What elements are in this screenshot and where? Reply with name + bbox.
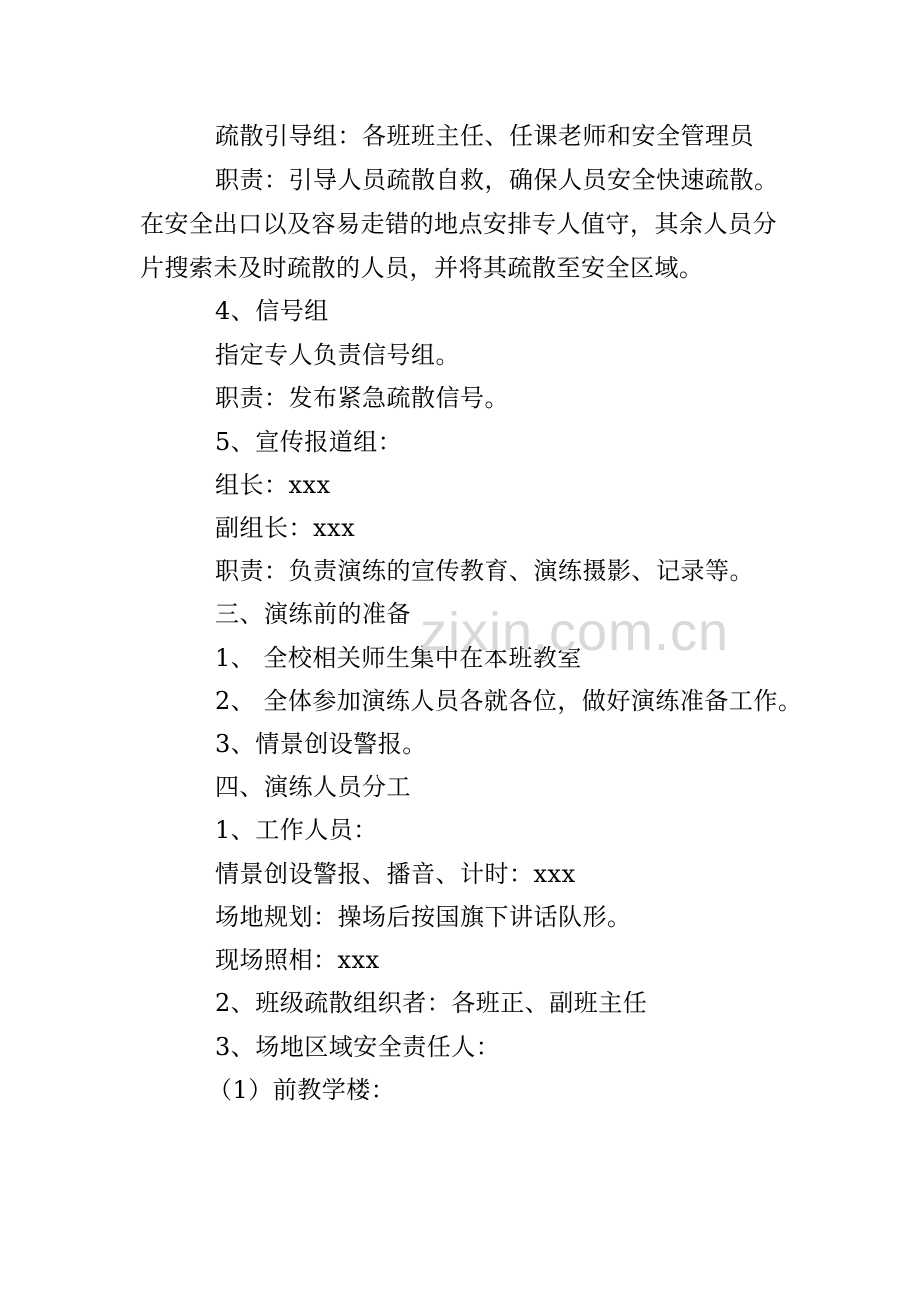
text-line: 四、演练人员分工 <box>215 773 411 801</box>
text-line: 1、 全校相关师生集中在本班教室 <box>215 644 582 672</box>
text-line: 5、宣传报道组： <box>215 428 403 456</box>
text-line: 情景创设警报、播音、计时：xxx <box>215 860 576 888</box>
text-line: 场地规划：操场后按国旗下讲话队形。 <box>215 903 632 931</box>
text-line: 三、演练前的准备 <box>215 600 411 628</box>
text-line: 片搜索未及时疏散的人员，并将其疏散至安全区域。 <box>140 254 704 282</box>
text-line: 2、班级疏散组织者：各班正、副班主任 <box>215 989 648 1017</box>
text-line: 组长：xxx <box>215 471 331 499</box>
text-line: 在安全出口以及容易走错的地点安排专人值守，其余人员分 <box>140 210 777 238</box>
text-line: 指定专人负责信号组。 <box>215 341 460 369</box>
text-line: 1、工作人员： <box>215 816 378 844</box>
text-line: 2、 全体参加演练人员各就各位，做好演练准备工作。 <box>215 687 803 715</box>
text-line: 副组长：xxx <box>215 514 356 542</box>
text-line: 职责：发布紧急疏散信号。 <box>215 384 509 412</box>
text-line: 职责：引导人员疏散自救，确保人员安全快速疏散。 <box>215 166 779 194</box>
text-line: 职责：负责演练的宣传教育、演练摄影、记录等。 <box>215 557 754 585</box>
text-line: 4、信号组 <box>215 297 329 325</box>
text-line: 3、情景创设警报。 <box>215 730 427 758</box>
text-line: 3、场地区域安全责任人： <box>215 1033 501 1061</box>
watermark: zixin.com.cn <box>420 602 730 662</box>
text-line: 疏散引导组：各班班主任、任课老师和安全管理员 <box>215 122 754 150</box>
text-line: （1）前教学楼： <box>208 1076 396 1104</box>
text-line: 现场照相：xxx <box>215 946 380 974</box>
